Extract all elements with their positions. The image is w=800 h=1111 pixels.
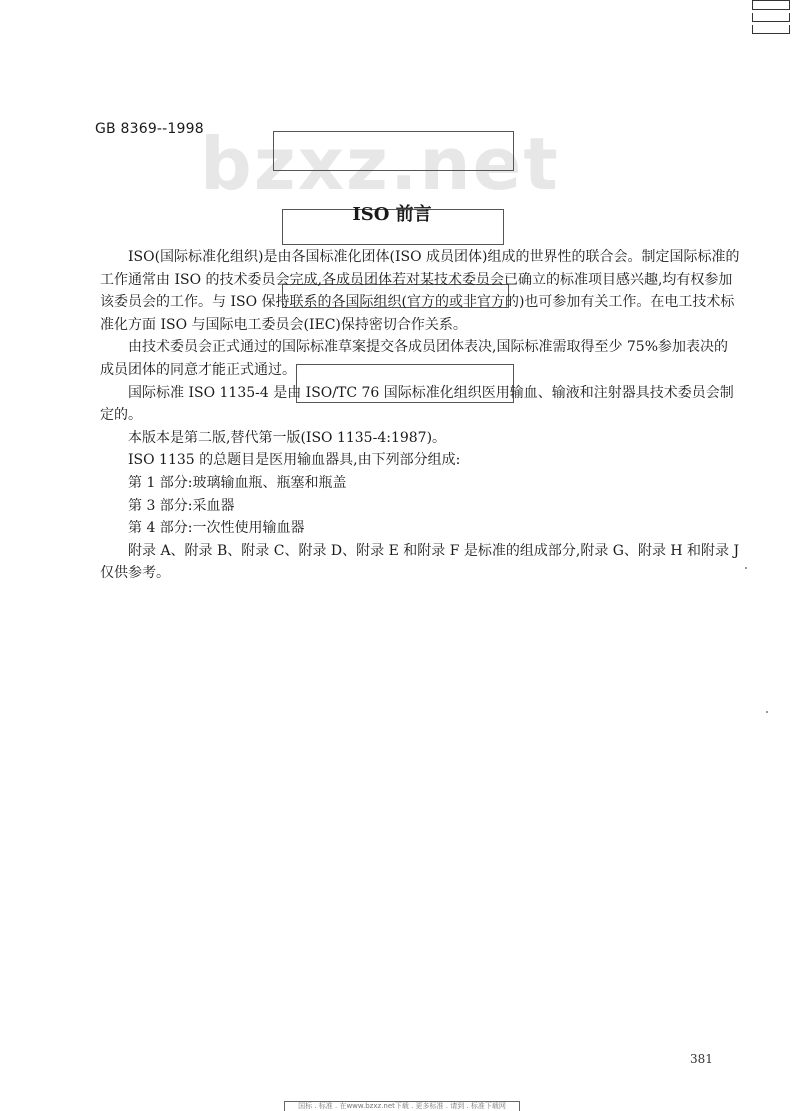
paragraph: 由技术委员会正式通过的国际标准草案提交各成员团体表决,国际标准需取得至少 75%参加表决的成员团体的同意才能正式通过。 xyxy=(100,339,729,378)
standard-code: GB 8369--1998 xyxy=(95,121,204,137)
paragraph: ISO(国际标准化组织)是由各国标准化团体(ISO 成员团体)组成的世界性的联合会。制定国际标准的工作通常由 ISO 的技术委员会完成,各成员团体若对某技术委员会已确立的标准项目感兴趣,均有权参加该委员会的工作。与 ISO 保持联系的各国际组织(官方的或非官方的)也可参加有关工作。在电工技术标准化方面 ISO 与国际电工委员会(IEC)保持密切合作关系。 xyxy=(100,249,740,333)
paragraph: ISO 1135 的总题目是医用输血器具,由下列部分组成: xyxy=(128,452,461,469)
section-title: ISO 前言 xyxy=(352,204,432,225)
paragraph: 本版本是第二版,替代第一版(ISO 1135-4:1987)。 xyxy=(128,429,447,446)
body-text xyxy=(100,246,740,585)
watermark: bzxz.net xyxy=(200,122,560,206)
annotation-box xyxy=(273,131,514,171)
scan-speck xyxy=(745,567,747,569)
corner-registration-marks xyxy=(752,0,790,37)
list-item: 第 4 部分:一次性使用输血器 xyxy=(128,520,305,537)
paragraph: 附录 A、附录 B、附录 C、附录 D、附录 E 和附录 F 是标准的组成部分,附录 G、附录 H 和附录 J 仅供参考。 xyxy=(100,542,740,582)
footer-strip: 国标 . 标准 . 在www.bzxz.net下载 . 更多标准 . 请到 . 标准下载网 xyxy=(284,1101,520,1111)
page-number: 381 xyxy=(690,1052,713,1066)
list-item: 第 1 部分:玻璃输血瓶、瓶塞和瓶盖 xyxy=(128,474,347,491)
paragraph: 国际标准 ISO 1135-4 是由 ISO/TC 76 国际标准化组织医用输血、输液和注射器具技术委员会制定的。 xyxy=(100,384,734,424)
list-item: 第 3 部分:采血器 xyxy=(128,497,235,514)
scan-speck xyxy=(766,711,768,713)
